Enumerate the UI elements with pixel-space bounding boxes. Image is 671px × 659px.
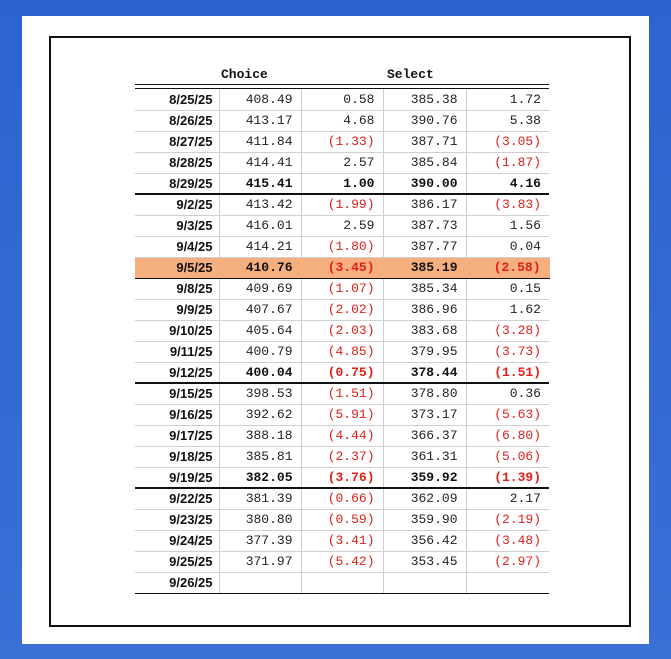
choice-value-cell: 385.81 — [219, 446, 301, 467]
date-cell: 9/5/25 — [135, 257, 219, 278]
date-cell: 9/4/25 — [135, 236, 219, 257]
select-value-cell: 385.34 — [383, 278, 466, 299]
choice-change-cell: 2.59 — [301, 215, 383, 236]
table-row — [135, 530, 549, 551]
choice-value-cell: 413.42 — [219, 194, 301, 215]
select-value-cell: 390.76 — [383, 110, 466, 131]
select-value-cell: 362.09 — [383, 488, 466, 509]
select-change-cell: (1.87) — [466, 152, 549, 173]
choice-value-cell: 392.62 — [219, 404, 301, 425]
select-change-cell: (1.51) — [466, 362, 549, 383]
choice-change-cell: (4.85) — [301, 341, 383, 362]
table-row — [135, 215, 549, 236]
date-cell: 9/15/25 — [135, 383, 219, 404]
select-change-cell: (3.73) — [466, 341, 549, 362]
choice-value-cell: 408.49 — [219, 89, 301, 110]
choice-change-cell: 4.68 — [301, 110, 383, 131]
table-row — [135, 467, 549, 488]
date-cell: 9/23/25 — [135, 509, 219, 530]
choice-value-cell: 411.84 — [219, 131, 301, 152]
choice-value-cell: 415.41 — [219, 173, 301, 194]
date-cell: 9/10/25 — [135, 320, 219, 341]
choice-value-cell: 382.05 — [219, 467, 301, 488]
choice-value-cell: 405.64 — [219, 320, 301, 341]
select-change-cell: (2.97) — [466, 551, 549, 572]
select-value-cell: 356.42 — [383, 530, 466, 551]
choice-change-cell: (3.41) — [301, 530, 383, 551]
select-value-cell: 387.73 — [383, 215, 466, 236]
select-change-cell: 1.56 — [466, 215, 549, 236]
date-cell: 9/19/25 — [135, 467, 219, 488]
table-row — [135, 110, 549, 131]
choice-value-cell: 410.76 — [219, 257, 301, 278]
date-cell: 9/12/25 — [135, 362, 219, 383]
choice-change-cell — [301, 572, 383, 593]
table-row — [135, 152, 549, 173]
date-cell: 9/16/25 — [135, 404, 219, 425]
table-row — [135, 278, 549, 299]
table-row — [135, 446, 549, 467]
choice-value-cell: 407.67 — [219, 299, 301, 320]
choice-change-cell: 1.00 — [301, 173, 383, 194]
price-table — [135, 67, 549, 594]
choice-change-cell: (1.80) — [301, 236, 383, 257]
select-value-cell: 386.96 — [383, 299, 466, 320]
table-row — [135, 404, 549, 425]
select-change-cell: (2.58) — [466, 257, 549, 278]
choice-value-cell: 398.53 — [219, 383, 301, 404]
select-change-cell: (3.48) — [466, 530, 549, 551]
select-value-cell: 385.38 — [383, 89, 466, 110]
table-row — [135, 299, 549, 320]
date-cell: 9/22/25 — [135, 488, 219, 509]
date-cell: 9/9/25 — [135, 299, 219, 320]
choice-change-cell: 2.57 — [301, 152, 383, 173]
table-row — [135, 572, 549, 593]
select-value-cell: 385.19 — [383, 257, 466, 278]
table-row — [135, 194, 549, 215]
choice-value-cell — [219, 572, 301, 593]
date-cell: 9/18/25 — [135, 446, 219, 467]
select-value-cell: 366.37 — [383, 425, 466, 446]
select-value-cell: 387.71 — [383, 131, 466, 152]
select-change-cell: 0.15 — [466, 278, 549, 299]
choice-change-cell: (3.45) — [301, 257, 383, 278]
choice-value-cell: 400.04 — [219, 362, 301, 383]
choice-value-cell: 413.17 — [219, 110, 301, 131]
select-change-cell: (3.28) — [466, 320, 549, 341]
date-cell: 8/27/25 — [135, 131, 219, 152]
select-change-cell: 1.62 — [466, 299, 549, 320]
choice-change-cell: (1.33) — [301, 131, 383, 152]
table-row — [135, 89, 549, 110]
price-table-panel — [49, 36, 631, 627]
date-cell: 9/25/25 — [135, 551, 219, 572]
select-value-cell: 353.45 — [383, 551, 466, 572]
choice-value-cell: 377.39 — [219, 530, 301, 551]
select-change-cell: (2.19) — [466, 509, 549, 530]
date-cell: 8/26/25 — [135, 110, 219, 131]
date-cell: 8/29/25 — [135, 173, 219, 194]
table-row — [135, 341, 549, 362]
choice-change-cell: (4.44) — [301, 425, 383, 446]
select-change-cell: (6.80) — [466, 425, 549, 446]
select-change-cell: (3.05) — [466, 131, 549, 152]
table-row — [135, 131, 549, 152]
date-cell: 8/28/25 — [135, 152, 219, 173]
date-cell: 9/8/25 — [135, 278, 219, 299]
table-row — [135, 551, 549, 572]
table-row — [135, 257, 549, 278]
select-value-cell: 383.68 — [383, 320, 466, 341]
choice-change-cell: (2.37) — [301, 446, 383, 467]
date-cell: 9/2/25 — [135, 194, 219, 215]
choice-change-cell: (3.76) — [301, 467, 383, 488]
table-row — [135, 362, 549, 383]
choice-value-cell: 388.18 — [219, 425, 301, 446]
choice-value-cell: 400.79 — [219, 341, 301, 362]
select-value-cell: 378.44 — [383, 362, 466, 383]
select-value-cell: 361.31 — [383, 446, 466, 467]
choice-value-cell: 409.69 — [219, 278, 301, 299]
table-row — [135, 320, 549, 341]
date-cell: 9/24/25 — [135, 530, 219, 551]
select-change-cell: (5.06) — [466, 446, 549, 467]
choice-change-cell: (1.07) — [301, 278, 383, 299]
table-row — [135, 509, 549, 530]
table-header — [135, 67, 549, 83]
choice-value-cell: 380.80 — [219, 509, 301, 530]
choice-change-cell: (0.75) — [301, 362, 383, 383]
select-value-cell: 359.90 — [383, 509, 466, 530]
select-value-cell: 379.95 — [383, 341, 466, 362]
select-change-cell — [466, 572, 549, 593]
header-choice: Choice — [221, 67, 268, 82]
choice-change-cell: (5.91) — [301, 404, 383, 425]
select-change-cell: 1.72 — [466, 89, 549, 110]
choice-change-cell: (2.02) — [301, 299, 383, 320]
select-value-cell: 386.17 — [383, 194, 466, 215]
choice-change-cell: (1.51) — [301, 383, 383, 404]
table-row — [135, 425, 549, 446]
choice-change-cell: (2.03) — [301, 320, 383, 341]
choice-change-cell: (0.66) — [301, 488, 383, 509]
date-cell: 9/11/25 — [135, 341, 219, 362]
choice-change-cell: (5.42) — [301, 551, 383, 572]
choice-change-cell: 0.58 — [301, 89, 383, 110]
choice-change-cell: (0.59) — [301, 509, 383, 530]
select-value-cell: 378.80 — [383, 383, 466, 404]
select-value-cell: 373.17 — [383, 404, 466, 425]
header-select: Select — [387, 67, 434, 82]
choice-change-cell: (1.99) — [301, 194, 383, 215]
date-cell: 9/17/25 — [135, 425, 219, 446]
select-change-cell: 5.38 — [466, 110, 549, 131]
select-change-cell: (5.63) — [466, 404, 549, 425]
select-change-cell: (1.39) — [466, 467, 549, 488]
date-cell: 9/26/25 — [135, 572, 219, 593]
select-value-cell: 387.77 — [383, 236, 466, 257]
select-value-cell: 390.00 — [383, 173, 466, 194]
select-change-cell: (3.83) — [466, 194, 549, 215]
date-cell: 9/3/25 — [135, 215, 219, 236]
select-change-cell: 4.16 — [466, 173, 549, 194]
choice-value-cell: 416.01 — [219, 215, 301, 236]
choice-value-cell: 414.21 — [219, 236, 301, 257]
table-row — [135, 383, 549, 404]
select-change-cell: 2.17 — [466, 488, 549, 509]
select-change-cell: 0.04 — [466, 236, 549, 257]
white-frame — [22, 16, 649, 644]
choice-value-cell: 381.39 — [219, 488, 301, 509]
select-value-cell: 359.92 — [383, 467, 466, 488]
table-row — [135, 236, 549, 257]
price-grid — [135, 89, 550, 594]
table-row — [135, 173, 549, 194]
select-change-cell: 0.36 — [466, 383, 549, 404]
table-row — [135, 488, 549, 509]
choice-value-cell: 371.97 — [219, 551, 301, 572]
select-value-cell — [383, 572, 466, 593]
date-cell: 8/25/25 — [135, 89, 219, 110]
choice-value-cell: 414.41 — [219, 152, 301, 173]
select-value-cell: 385.84 — [383, 152, 466, 173]
